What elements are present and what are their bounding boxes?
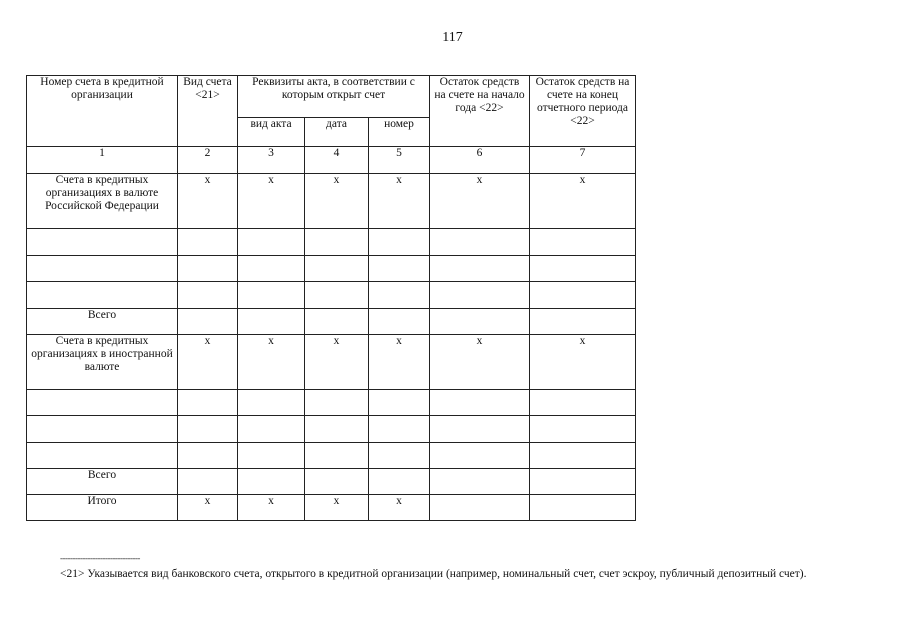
section-rub-label: Счета в кредитных организациях в валюте Российской Федерации	[27, 174, 178, 229]
section-fx-total-row	[27, 469, 636, 495]
empty-cell	[27, 443, 178, 469]
empty-cell	[238, 309, 305, 335]
header-account-type: Вид счета <21>	[178, 76, 238, 147]
empty-cell	[178, 469, 238, 495]
header-act-date: дата	[305, 118, 369, 147]
empty-cell	[27, 256, 178, 282]
not-applicable-mark: х	[369, 174, 430, 229]
not-applicable-mark: х	[178, 174, 238, 229]
empty-cell	[530, 495, 636, 521]
empty-cell	[305, 282, 369, 309]
not-applicable-mark: х	[530, 174, 636, 229]
grand-total-row	[27, 495, 636, 521]
header-act-number: номер	[369, 118, 430, 147]
section-rub-total-row	[27, 309, 636, 335]
empty-cell	[178, 390, 238, 416]
empty-cell	[369, 390, 430, 416]
empty-cell	[530, 309, 636, 335]
grand-total-label: Итого	[27, 495, 178, 521]
not-applicable-mark: х	[238, 495, 305, 521]
header-act-details: Реквизиты акта, в соответствии с которым открыт счет	[238, 76, 430, 118]
empty-cell	[369, 443, 430, 469]
empty-cell	[369, 282, 430, 309]
empty-cell	[27, 416, 178, 443]
empty-cell	[238, 416, 305, 443]
column-number: 4	[305, 147, 369, 174]
empty-cell	[238, 469, 305, 495]
section-rub-row	[27, 174, 636, 229]
not-applicable-mark: х	[369, 335, 430, 390]
empty-cell	[430, 256, 530, 282]
header-row	[27, 76, 636, 118]
empty-cell	[27, 229, 178, 256]
accounts-table	[26, 75, 636, 521]
empty-cell	[305, 416, 369, 443]
not-applicable-mark: х	[305, 495, 369, 521]
empty-cell	[430, 443, 530, 469]
empty-cell	[305, 229, 369, 256]
empty-cell	[369, 469, 430, 495]
page-number: 117	[442, 30, 463, 45]
not-applicable-mark: х	[430, 174, 530, 229]
empty-cell	[238, 229, 305, 256]
empty-cell	[178, 416, 238, 443]
empty-row	[27, 282, 636, 309]
header-account-number: Номер счета в кредитной организации	[27, 76, 178, 147]
empty-cell	[530, 390, 636, 416]
empty-cell	[238, 282, 305, 309]
not-applicable-mark: х	[305, 335, 369, 390]
empty-cell	[238, 256, 305, 282]
empty-cell	[430, 229, 530, 256]
empty-cell	[27, 282, 178, 309]
empty-cell	[430, 390, 530, 416]
empty-cell	[178, 309, 238, 335]
empty-cell	[238, 443, 305, 469]
not-applicable-mark: х	[238, 335, 305, 390]
empty-cell	[530, 469, 636, 495]
empty-cell	[369, 416, 430, 443]
empty-cell	[178, 229, 238, 256]
empty-cell	[530, 443, 636, 469]
header-balance-end: Остаток средств на счете на конец отчетного периода <22>	[530, 76, 636, 147]
not-applicable-mark: х	[369, 495, 430, 521]
empty-cell	[369, 256, 430, 282]
empty-cell	[305, 309, 369, 335]
empty-row	[27, 229, 636, 256]
column-number: 1	[27, 147, 178, 174]
empty-cell	[178, 443, 238, 469]
not-applicable-mark: х	[305, 174, 369, 229]
empty-cell	[178, 256, 238, 282]
column-number: 7	[530, 147, 636, 174]
not-applicable-mark: х	[238, 174, 305, 229]
footnote-text: <21> Указывается вид банковского счета, открытого в кредитной организации (например, номинальный счет, счет эскроу, публичный депозитный счет).	[60, 568, 807, 580]
empty-cell	[530, 256, 636, 282]
not-applicable-mark: х	[178, 335, 238, 390]
empty-cell	[430, 416, 530, 443]
empty-cell	[305, 256, 369, 282]
column-number-row	[27, 147, 636, 174]
empty-cell	[530, 229, 636, 256]
empty-cell	[178, 282, 238, 309]
empty-cell	[530, 282, 636, 309]
column-number: 2	[178, 147, 238, 174]
empty-cell	[27, 390, 178, 416]
empty-cell	[530, 416, 636, 443]
empty-row	[27, 390, 636, 416]
empty-cell	[305, 390, 369, 416]
empty-cell	[430, 282, 530, 309]
empty-cell	[305, 443, 369, 469]
not-applicable-mark: х	[178, 495, 238, 521]
not-applicable-mark: х	[430, 335, 530, 390]
header-act-type: вид акта	[238, 118, 305, 147]
section-rub-total-label: Всего	[27, 309, 178, 335]
empty-cell	[238, 390, 305, 416]
section-fx-total-label: Всего	[27, 469, 178, 495]
empty-cell	[305, 469, 369, 495]
empty-cell	[430, 495, 530, 521]
empty-cell	[369, 229, 430, 256]
empty-cell	[430, 309, 530, 335]
section-fx-row	[27, 335, 636, 390]
empty-row	[27, 416, 636, 443]
footnote-separator: --------------------------------	[60, 553, 140, 563]
header-balance-start: Остаток средств на счете на начало года <22>	[430, 76, 530, 147]
column-number: 5	[369, 147, 430, 174]
empty-row	[27, 256, 636, 282]
column-number: 3	[238, 147, 305, 174]
column-number: 6	[430, 147, 530, 174]
empty-cell	[430, 469, 530, 495]
empty-row	[27, 443, 636, 469]
empty-cell	[369, 309, 430, 335]
section-fx-label: Счета в кредитных организациях в иностранной валюте	[27, 335, 178, 390]
not-applicable-mark: х	[530, 335, 636, 390]
